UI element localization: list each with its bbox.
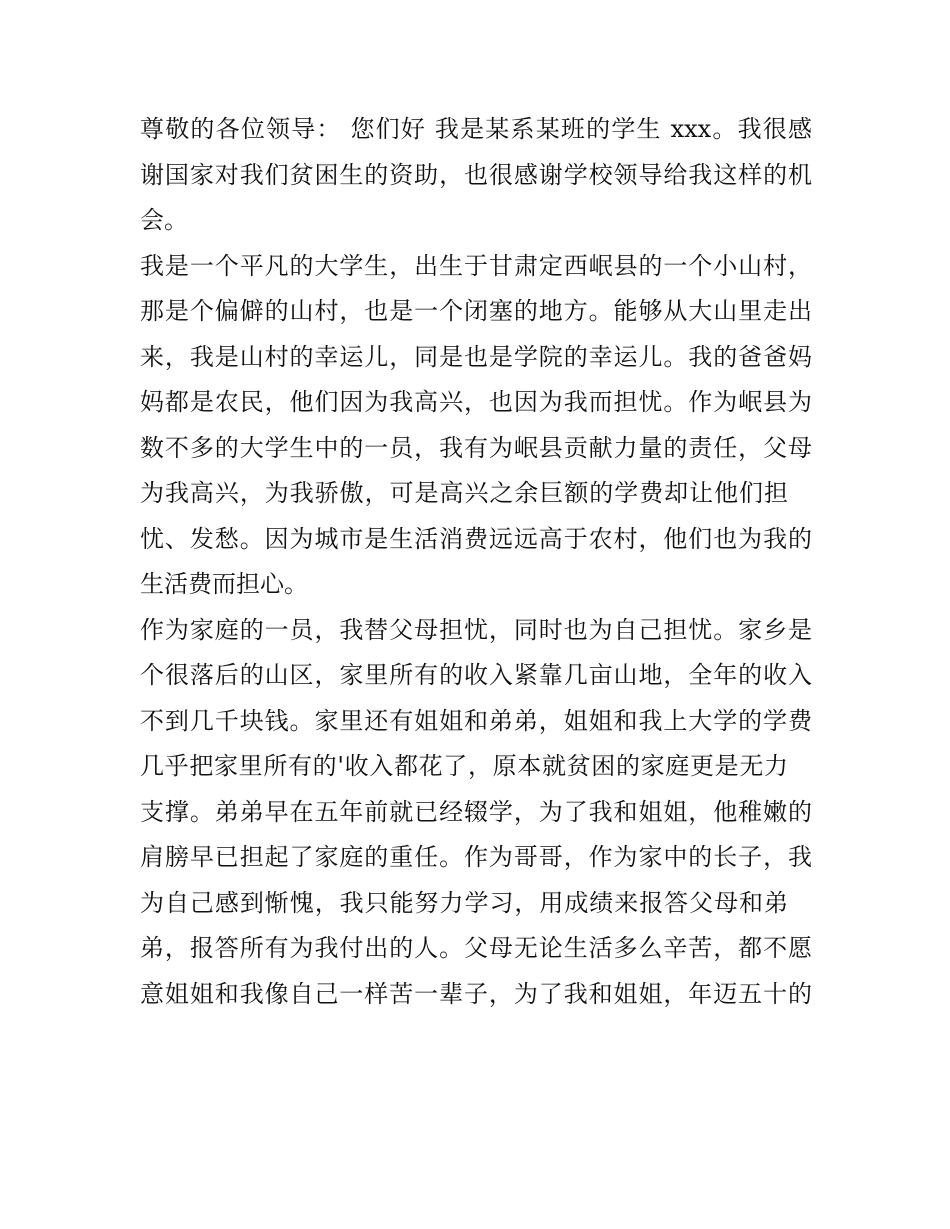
- text-line: 那是个偏僻的山村，也是一个闭塞的地方。能够从大山里走出: [140, 297, 812, 325]
- text-line: 几乎把家里所有的'收入都花了，原本就贫困的家庭更是无力: [140, 752, 788, 780]
- text-line: 弟，报答所有为我付出的人。父母无论生活多么辛苦，都不愿: [140, 934, 812, 962]
- text-line: 个很落后的山区，家里所有的收入紧靠几亩山地，全年的收入: [140, 661, 812, 689]
- text-line: 忧、发愁。因为城市是生活消费远远高于农村，他们也为我的: [140, 524, 812, 553]
- text-line: 来，我是山村的幸运儿，同是也是学院的幸运儿。我的爸爸妈: [140, 342, 812, 371]
- speech-text: [140, 107, 812, 1017]
- text-line: 尊敬的各位领导： 您们好 我是某系某班的学生 xxx。我很感: [140, 115, 812, 143]
- text-line: 我是一个平凡的大学生，出生于甘肃定西岷县的一个小山村，: [140, 251, 812, 280]
- text-line: 肩膀早已担起了家庭的重任。作为哥哥，作为家中的长子，我: [140, 843, 812, 871]
- text-line: 生活费而担心。: [140, 570, 308, 598]
- text-line: 为自己感到惭愧，我只能努力学习，用成绩来报答父母和弟: [140, 888, 788, 917]
- text-line: 会。: [140, 206, 188, 234]
- text-line: 谢国家对我们贫困生的资助，也很感谢学校领导给我这样的机: [140, 160, 812, 189]
- text-line: 意姐姐和我像自己一样苦一辈子，为了我和姐姐，年迈五十的: [140, 979, 812, 1008]
- text-line: 支撑。弟弟早在五年前就已经辍学，为了我和姐姐，他稚嫩的: [140, 797, 812, 826]
- text-line: 数不多的大学生中的一员，我有为岷县贡献力量的责任，父母: [140, 433, 812, 462]
- text-line: 不到几千块钱。家里还有姐姐和弟弟，姐姐和我上大学的学费: [140, 706, 812, 735]
- text-line: 妈都是农民，他们因为我高兴，也因为我而担忧。作为岷县为: [140, 388, 812, 416]
- text-line: 为我高兴，为我骄傲，可是高兴之余巨额的学费却让他们担: [140, 479, 788, 507]
- text-line: 作为家庭的一员，我替父母担忧，同时也为自己担忧。家乡是: [140, 615, 812, 644]
